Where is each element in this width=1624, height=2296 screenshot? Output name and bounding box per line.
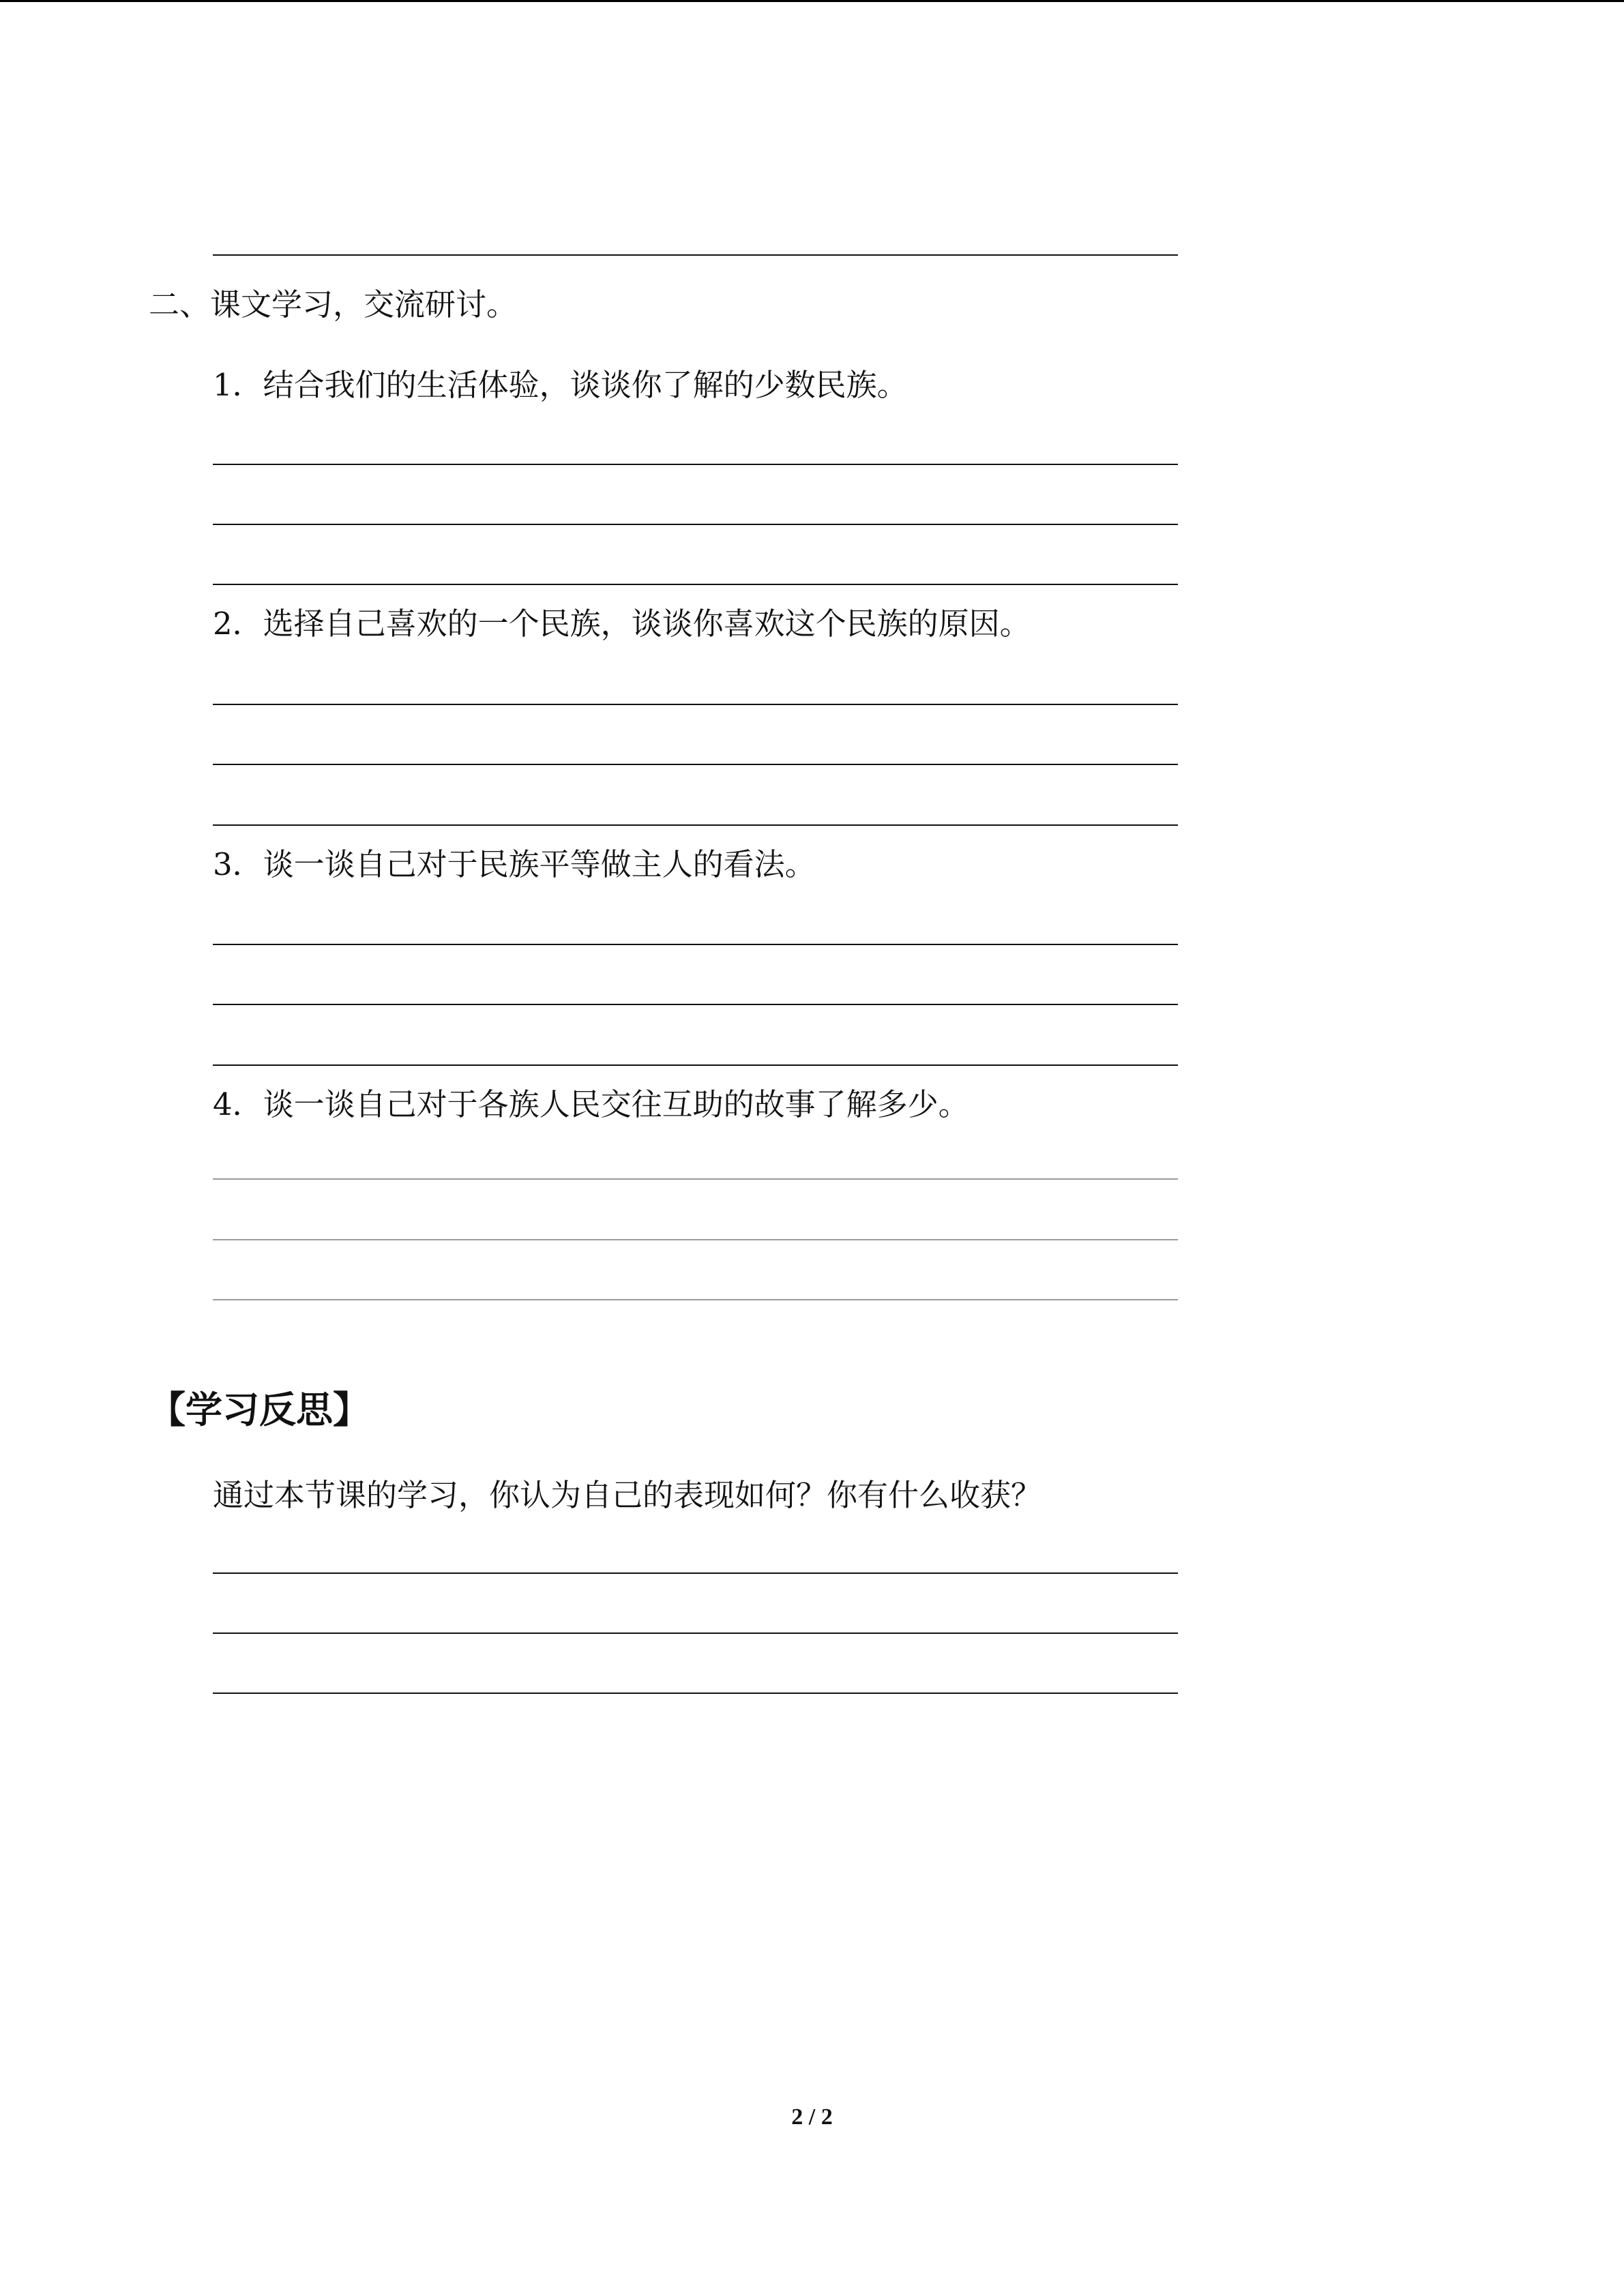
question-1: 1．结合我们的生活体验，谈谈你了解的少数民族。	[213, 367, 908, 403]
answer-line[interactable]	[213, 944, 1178, 945]
section-two-heading: 二、课文学习，交流研讨。	[149, 286, 518, 323]
answer-line[interactable]	[213, 1572, 1178, 1574]
answer-line[interactable]	[213, 524, 1178, 525]
reflection-heading: 【学习反思】	[149, 1388, 370, 1431]
answer-line[interactable]	[213, 584, 1178, 585]
answer-line[interactable]	[213, 254, 1178, 256]
answer-line[interactable]	[213, 464, 1178, 465]
answer-line[interactable]	[213, 824, 1178, 826]
page-number: 2 / 2	[791, 2104, 833, 2130]
question-2: 2．选择自己喜欢的一个民族，谈谈你喜欢这个民族的原因。	[213, 606, 1031, 642]
answer-line[interactable]	[213, 1299, 1178, 1300]
question-3: 3．谈一谈自己对于民族平等做主人的看法。	[213, 846, 816, 882]
question-4: 4．谈一谈自己对于各族人民交往互助的故事了解多少。	[213, 1086, 969, 1122]
answer-line[interactable]	[213, 1239, 1178, 1240]
answer-line[interactable]	[213, 764, 1178, 765]
answer-line[interactable]	[213, 704, 1178, 705]
answer-line[interactable]	[213, 1064, 1178, 1066]
answer-line[interactable]	[213, 1632, 1178, 1634]
reflection-prompt: 通过本节课的学习，你认为自己的表现如何？你有什么收获？	[213, 1477, 1042, 1513]
answer-line[interactable]	[213, 1178, 1178, 1180]
answer-line[interactable]	[213, 1004, 1178, 1005]
answer-line[interactable]	[213, 1693, 1178, 1694]
page-top-border	[0, 0, 1624, 2]
